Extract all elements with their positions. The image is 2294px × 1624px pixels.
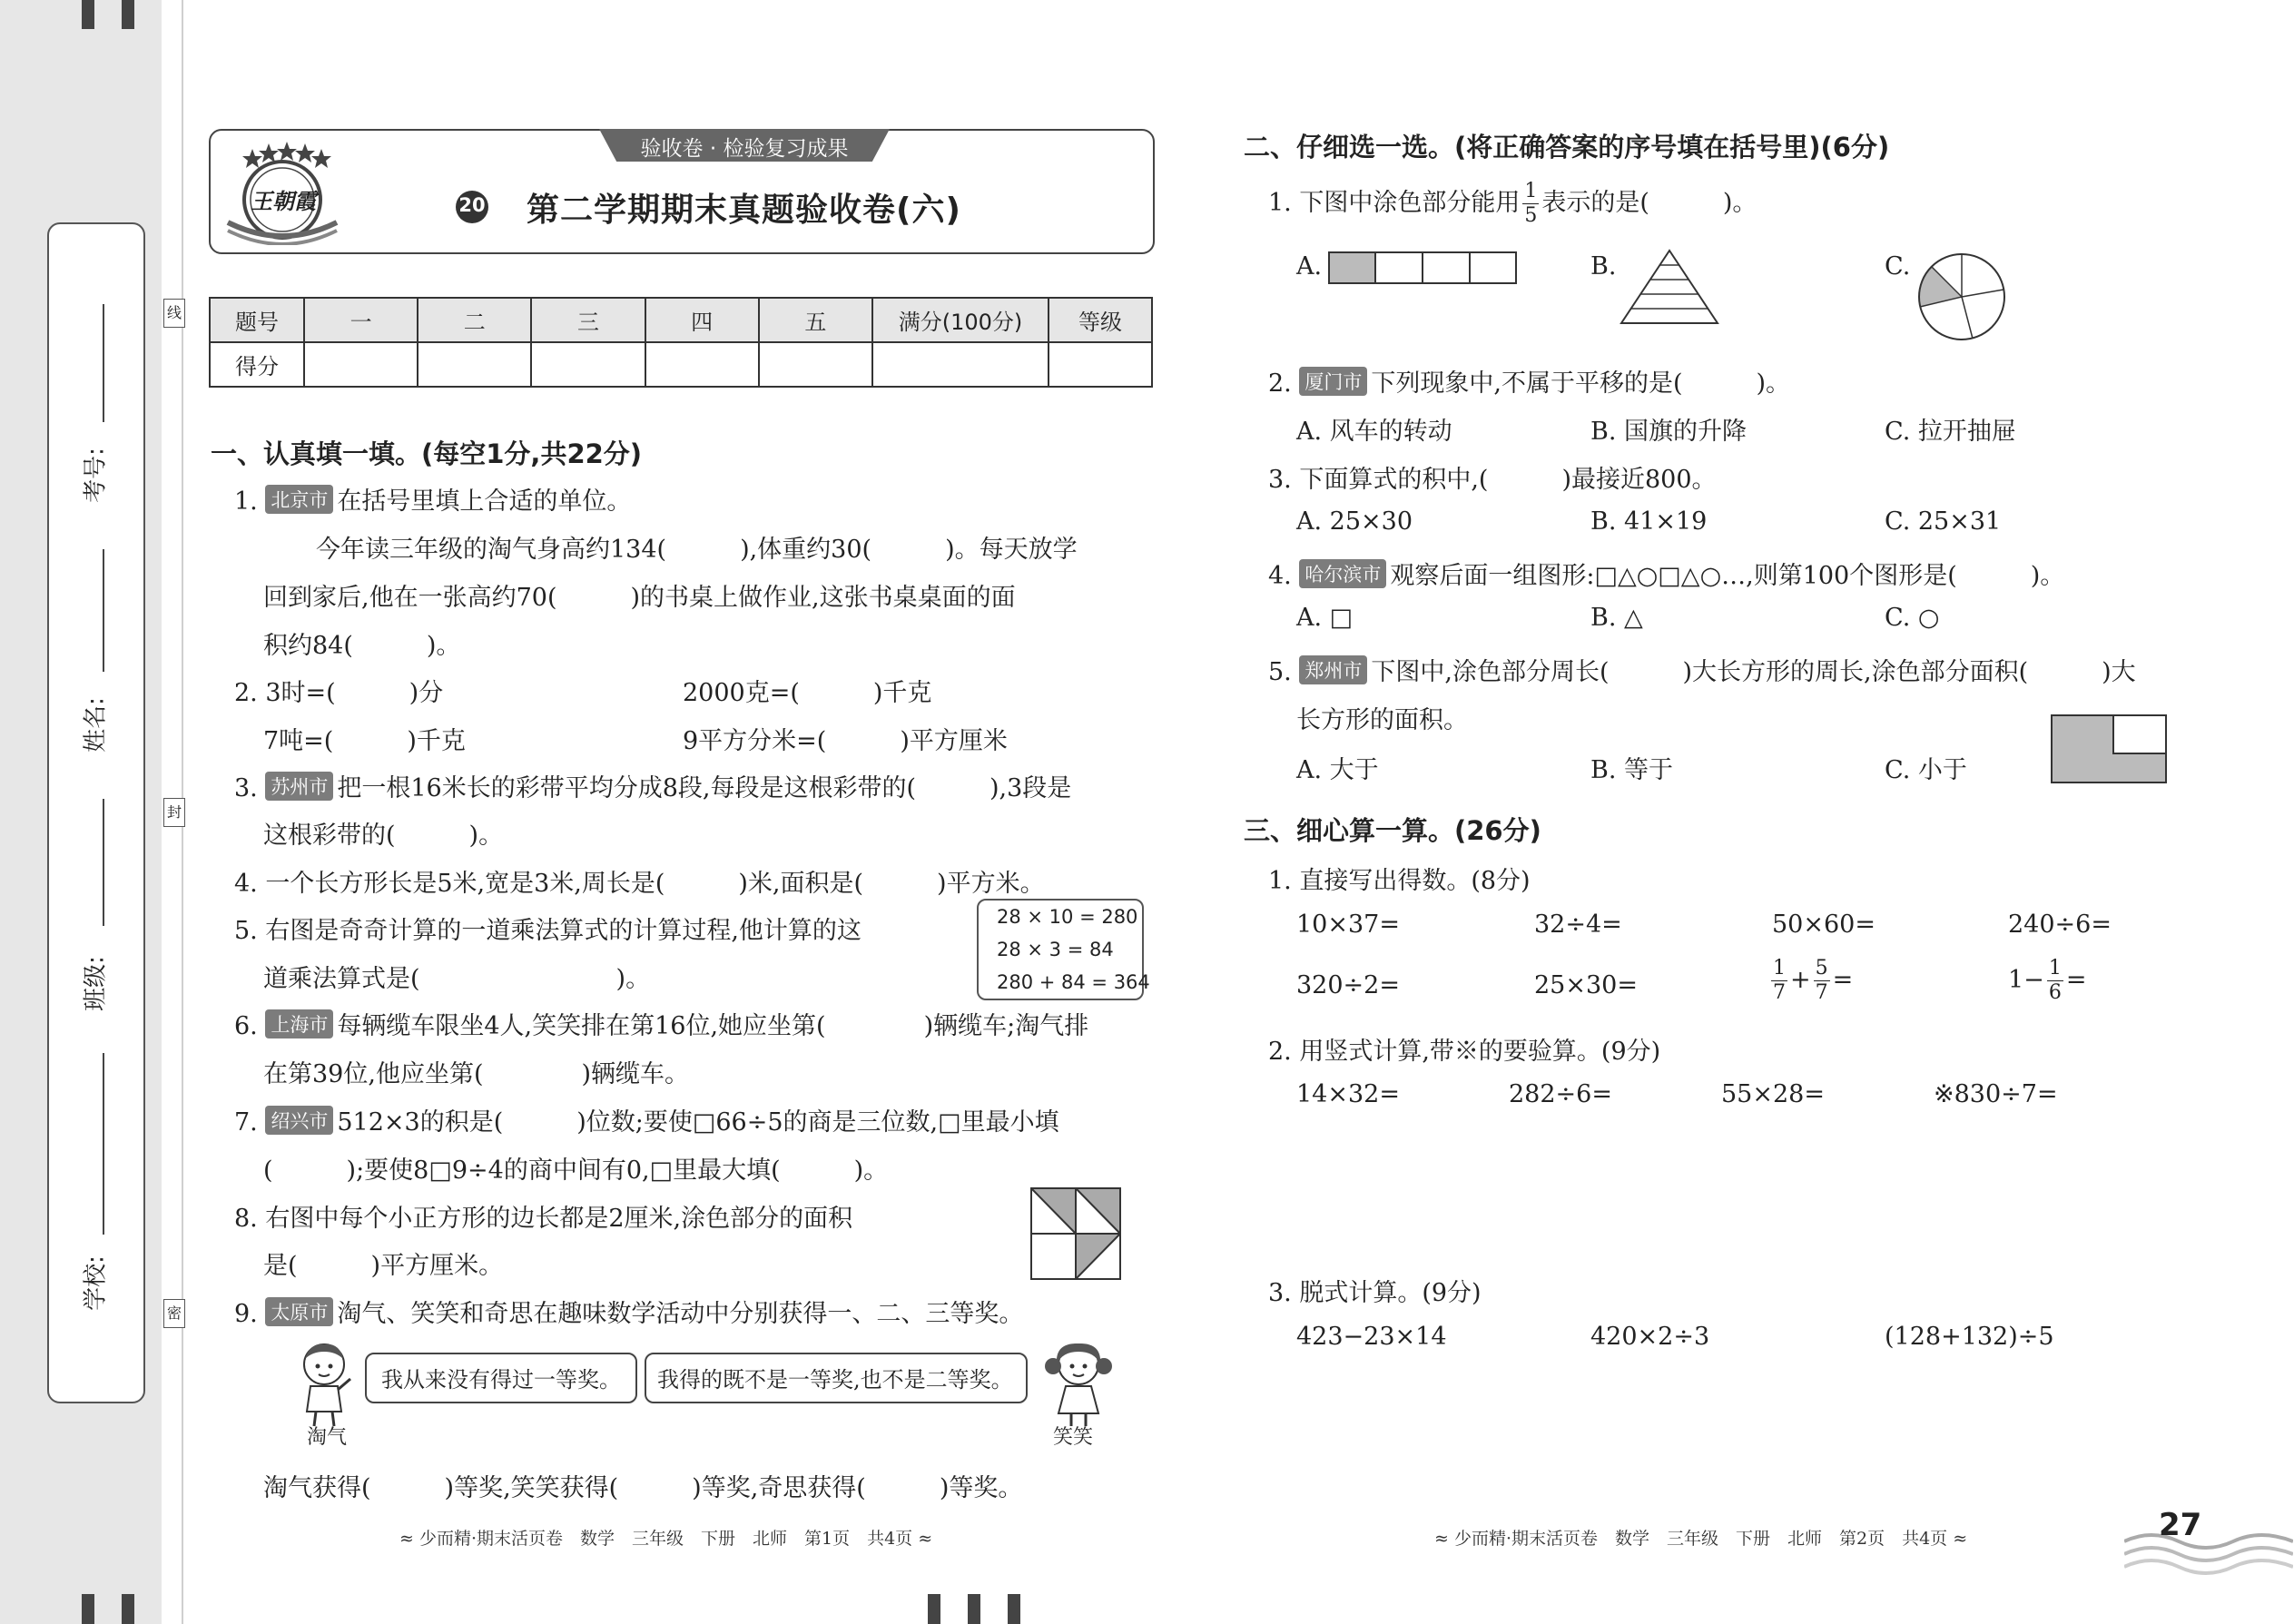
oral-calc: 50×60= — [1772, 910, 1876, 939]
name-label: 姓名: — [82, 697, 110, 753]
table-header-cell: 题号 — [210, 298, 304, 342]
q2-2 — [1268, 363, 1790, 399]
seal-mark-line: 线 — [163, 299, 185, 328]
q1-1-line2: 回到家后,他在一张高约70( )的书桌上做作业,这张书桌桌面的面 — [263, 584, 1016, 612]
school-label: 学校: — [82, 1255, 110, 1311]
q2-3: 3. 下面算式的积中,( )最接近800。 — [1268, 466, 1717, 494]
q2-5-opt-a: A. 大于 — [1296, 756, 1379, 784]
operator: 1− — [2008, 966, 2044, 994]
score-cell[interactable] — [531, 342, 645, 387]
q1-4: 4. 一个长方形长是5米,宽是3米,周长是( )米,面积是( )平方米。 — [234, 870, 1045, 898]
score-cell[interactable] — [1049, 342, 1152, 387]
oral-calc-fraction — [1768, 959, 1853, 1003]
section1-title: 一、认真填一填。(每空1分,共22分) — [211, 438, 643, 469]
frac-denominator: 7 — [1815, 981, 1828, 1004]
q1-6-line2: 在第39位,他应坐第( )辆缆车。 — [263, 1060, 690, 1088]
q1-8-line2: 是( )平方厘米。 — [263, 1252, 504, 1280]
q1-2d: 9平方分米=( )平方厘米 — [683, 727, 1008, 755]
score-cell[interactable] — [759, 342, 872, 387]
corner-mark — [928, 1594, 940, 1624]
vertical-calc: ※830÷7= — [1934, 1080, 2058, 1108]
rectangle-figure-icon — [2050, 714, 2168, 784]
student-info-box — [47, 222, 145, 1403]
boy-figure-icon — [292, 1339, 356, 1430]
table-header-cell: 一 — [304, 298, 418, 342]
q1-9-answer: 淘气获得( )等奖,笑笑获得( )等奖,奇思获得( )等奖。 — [263, 1474, 1023, 1502]
q-text: 表示的是( )。 — [1541, 189, 1757, 217]
table-header-cell: 四 — [645, 298, 759, 342]
q2-5 — [1268, 652, 2136, 687]
q-number: 4. — [1268, 562, 1292, 590]
q2-3-opt-b: B. 41×19 — [1590, 507, 1708, 536]
table-header-cell: 三 — [531, 298, 645, 342]
frac-denominator: 7 — [1773, 981, 1786, 1004]
bubble-text: 我从来没有得过一等奖。 — [381, 1367, 621, 1393]
class-label: 班级: — [82, 956, 110, 1011]
fraction — [2047, 959, 2063, 1003]
corner-mark — [82, 0, 94, 29]
option-c-pie-icon — [1914, 249, 2010, 345]
equals: = — [2065, 966, 2087, 994]
q2-4-opt-c: C. ○ — [1885, 604, 1940, 632]
page-wave-icon — [2124, 1523, 2293, 1578]
q-number: 2. — [1268, 369, 1292, 398]
class-field[interactable] — [103, 799, 104, 926]
q2-2-opt-c: C. 拉开抽屉 — [1885, 418, 2016, 446]
exam-no-field[interactable] — [103, 304, 104, 422]
grid-figure-icon — [1029, 1186, 1122, 1281]
q-text: 淘气、笑笑和奇思在趣味数学活动中分别获得一、二、三等奖。 — [337, 1300, 1024, 1328]
name-field[interactable] — [103, 549, 104, 672]
q-number: 1. — [234, 487, 258, 516]
q2-5-opt-c: C. 小于 — [1885, 756, 1967, 784]
operator: + — [1790, 966, 1811, 994]
table-header-cell: 二 — [418, 298, 531, 342]
q2-3-opt-a: A. 25×30 — [1296, 507, 1413, 536]
table-row — [210, 298, 1152, 342]
city-badge: 绍兴市 — [265, 1106, 333, 1135]
step-calc: (128+132)÷5 — [1885, 1323, 2054, 1351]
frac-numerator: 1 — [1524, 180, 1538, 202]
oral-calc-fraction — [2008, 959, 2086, 1003]
footer-left: ≈ 少而精·期末活页卷 数学 三年级 下册 北师 第1页 共4页 ≈ — [399, 1529, 933, 1549]
q1-7-line2: ( );要使8□9÷4的商中间有0,□里最大填( )。 — [263, 1156, 889, 1185]
q2-5-opt-b: B. 等于 — [1590, 756, 1674, 784]
q-text: 每辆缆车限坐4人,笑笑排在第16位,她应坐第( )辆缆车;淘气排 — [337, 1012, 1089, 1040]
city-badge: 苏州市 — [265, 772, 333, 801]
q2-4-opt-b: B. △ — [1590, 604, 1643, 632]
frac-denominator: 6 — [2048, 981, 2062, 1004]
table-header-cell: 等级 — [1049, 298, 1152, 342]
q1-1-line3: 积约84( )。 — [263, 632, 461, 660]
q3-1-title: 1. 直接写出得数。(8分) — [1268, 867, 1531, 895]
corner-mark — [122, 0, 134, 29]
girl-figure-icon — [1042, 1339, 1115, 1430]
score-cell[interactable] — [418, 342, 531, 387]
q1-3 — [234, 768, 1071, 803]
fraction — [1522, 182, 1539, 226]
table-header-cell: 五 — [759, 298, 872, 342]
corner-mark — [82, 1594, 94, 1624]
city-badge: 北京市 — [265, 485, 333, 514]
option-b-label: B. — [1590, 252, 1617, 281]
section3-title: 三、细心算一算。(26分) — [1244, 815, 1541, 846]
calc-line: 280 + 84 = 364 — [997, 971, 1150, 993]
city-badge: 上海市 — [265, 1009, 333, 1038]
city-badge: 太原市 — [265, 1297, 333, 1326]
seal-mark-close: 密 — [163, 1299, 185, 1328]
score-cell[interactable] — [645, 342, 759, 387]
q1-2b: 2000克=( )千克 — [683, 679, 932, 707]
option-b-triangle-icon — [1620, 249, 1719, 325]
q-text: 把一根16米长的彩带平均分成8段,每段是这根彩带的( ),3段是 — [337, 774, 1072, 802]
corner-mark — [1008, 1594, 1020, 1624]
logo-text: 王朝霞 — [251, 188, 316, 214]
oral-calc: 32÷4= — [1534, 910, 1622, 939]
boy-name: 淘气 — [307, 1426, 348, 1449]
oral-calc: 320÷2= — [1296, 971, 1400, 999]
q1-1 — [234, 481, 631, 517]
q-number: 5. — [1268, 658, 1292, 686]
fraction — [1771, 959, 1787, 1003]
bubble-text: 我得的既不是一等奖,也不是二等奖。 — [657, 1367, 1013, 1393]
q2-2-opt-b: B. 国旗的升降 — [1590, 418, 1748, 446]
frac-numerator: 1 — [2048, 957, 2062, 979]
q1-1-line1: 今年读三年级的淘气身高约134( ),体重约30( )。每天放学 — [316, 536, 1078, 564]
q-text: 下图中,涂色部分周长( )大长方形的周长,涂色部分面积( )大 — [1371, 658, 2136, 686]
frac-denominator: 5 — [1524, 204, 1538, 227]
q1-8-line1: 8. 右图中每个小正方形的边长都是2厘米,涂色部分的面积 — [234, 1205, 853, 1233]
q2-5-line2: 长方形的面积。 — [1296, 706, 1468, 734]
q1-3-line2: 这根彩带的( )。 — [263, 822, 504, 850]
section2-title: 二、仔细选一选。(将正确答案的序号填在括号里)(6分) — [1244, 132, 1890, 162]
school-field[interactable] — [103, 1053, 104, 1235]
city-badge: 厦门市 — [1299, 367, 1367, 396]
q-text: 下列现象中,不属于平移的是( )。 — [1371, 369, 1791, 398]
city-badge: 哈尔滨市 — [1299, 559, 1386, 588]
q-text: 观察后面一组图形:□△○□△○…,则第100个图形是( )。 — [1390, 562, 2065, 590]
q1-6 — [234, 1006, 1088, 1041]
vertical-calc: 282÷6= — [1509, 1080, 1612, 1108]
calc-line: 28 × 10 = 280 — [997, 906, 1138, 928]
table-header-cell: 满分(100分) — [872, 298, 1049, 342]
corner-mark — [122, 1594, 134, 1624]
table-row — [210, 342, 1152, 387]
vertical-calc: 14×32= — [1296, 1080, 1400, 1108]
q1-2c: 7吨=( )千克 — [263, 727, 466, 755]
girl-name: 笑笑 — [1053, 1426, 1094, 1449]
city-badge: 郑州市 — [1299, 655, 1367, 684]
q2-4-opt-a: A. □ — [1296, 604, 1354, 632]
score-cell[interactable] — [304, 342, 418, 387]
banner-text: 验收卷 · 检验复习成果 — [640, 137, 849, 161]
q3-3-title: 3. 脱式计算。(9分) — [1268, 1279, 1482, 1307]
seal-mark-seal: 封 — [163, 798, 185, 827]
option-a-bar-icon — [1327, 251, 1518, 285]
oral-calc: 10×37= — [1296, 910, 1400, 939]
q1-5-line2: 道乘法算式是( )。 — [263, 965, 651, 993]
oral-calc: 25×30= — [1534, 971, 1638, 999]
q1-5-line1: 5. 右图是奇奇计算的一道乘法算式的计算过程,他计算的这 — [234, 917, 861, 945]
page-number: 27 — [2159, 1507, 2202, 1543]
oral-calc: 240÷6= — [2008, 910, 2112, 939]
calc-line: 28 × 3 = 84 — [997, 939, 1114, 960]
q2-4 — [1268, 556, 2064, 591]
option-a-label: A. — [1296, 252, 1323, 281]
vertical-calc: 55×28= — [1721, 1080, 1825, 1108]
page-title: 第二学期期末真题验收卷(六) — [527, 192, 961, 229]
footer-right: ≈ 少而精·期末活页卷 数学 三年级 下册 北师 第2页 共4页 ≈ — [1434, 1529, 1968, 1549]
exam-no-label: 考号: — [82, 448, 110, 503]
q2-1 — [1268, 182, 1757, 226]
step-calc: 423−23×14 — [1296, 1323, 1447, 1351]
q1-2a: 2. 3时=( )分 — [234, 679, 444, 707]
title-number: 20 — [458, 194, 486, 216]
score-table — [209, 297, 1153, 388]
q1-7 — [234, 1102, 1059, 1137]
q-text: 在括号里填上合适的单位。 — [337, 487, 632, 516]
q-number: 9. — [234, 1300, 258, 1328]
q-number: 3. — [234, 774, 258, 802]
q-text: 512×3的积是( )位数;要使□66÷5的商是三位数,□里最小填 — [337, 1108, 1059, 1137]
q2-3-opt-c: C. 25×31 — [1885, 507, 2002, 536]
frac-numerator: 5 — [1815, 957, 1828, 979]
score-cell[interactable] — [872, 342, 1049, 387]
frac-numerator: 1 — [1773, 957, 1786, 979]
fraction — [1814, 959, 1830, 1003]
corner-mark — [968, 1594, 980, 1624]
equals: = — [1832, 966, 1854, 994]
q3-2-title: 2. 用竖式计算,带※的要验算。(9分) — [1268, 1038, 1661, 1066]
q2-2-opt-a: A. 风车的转动 — [1296, 418, 1452, 446]
step-calc: 420×2÷3 — [1590, 1323, 1710, 1351]
q-number: 6. — [234, 1012, 258, 1040]
q-number: 7. — [234, 1108, 258, 1137]
option-c-label: C. — [1885, 252, 1911, 281]
q-text: 1. 下图中涂色部分能用 — [1268, 189, 1521, 217]
table-row-label: 得分 — [210, 342, 304, 387]
q1-9 — [234, 1294, 1023, 1329]
